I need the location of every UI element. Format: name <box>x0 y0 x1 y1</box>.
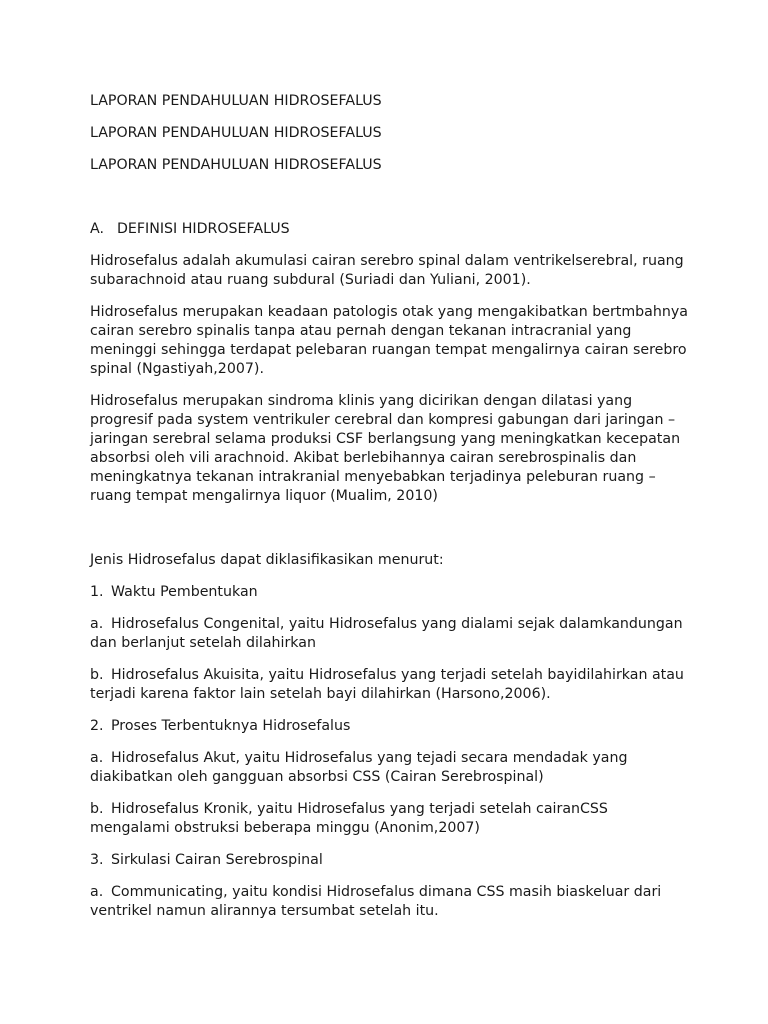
item-number: 3. <box>90 852 104 868</box>
subitem-text: Hidrosefalus Akut, yaitu Hidrosefalus yang tejadi secara mendadak yang <box>111 750 628 766</box>
paragraph-line: cairan serebro spinalis tanpa atau pernah dengan tekanan intracranial yang <box>90 323 632 339</box>
subitem-marker: a. <box>90 884 104 900</box>
classification-subitem <box>90 615 690 653</box>
subitem-text: Communicating, yaitu kondisi Hidrosefalus dimana CSS masih biaskeluar dari <box>111 884 662 900</box>
subitem-text: Hidrosefalus Congenital, yaitu Hidrosefalus yang dialami sejak dalamkandungan <box>111 616 683 632</box>
document-title: LAPORAN PENDAHULUAN HIDROSEFALUS <box>90 157 382 173</box>
subitem-line: terjadi karena faktor lain setelah bayi dilahirkan (Harsono,2006). <box>90 686 551 702</box>
document-title: LAPORAN PENDAHULUAN HIDROSEFALUS <box>90 125 382 141</box>
subitem-line: ventrikel namun alirannya tersumbat setelah itu. <box>90 903 439 919</box>
paragraph-line: Hidrosefalus adalah akumulasi cairan serebro spinal dalam ventrikelserebral, ruang <box>90 253 684 269</box>
classification-intro: Jenis Hidrosefalus dapat diklasifikasikan menurut: <box>90 552 444 568</box>
subitem-marker: a. <box>90 750 104 766</box>
subitem-marker: b. <box>90 801 104 817</box>
item-title: Waktu Pembentukan <box>111 584 258 600</box>
section-heading <box>90 220 690 239</box>
classification-item <box>90 583 690 602</box>
subitem-text: Hidrosefalus Kronik, yaitu Hidrosefalus yang terjadi setelah cairanCSS <box>111 801 608 817</box>
classification-subitem <box>90 749 690 787</box>
section-heading-text: DEFINISI HIDROSEFALUS <box>117 221 290 237</box>
document-title: LAPORAN PENDAHULUAN HIDROSEFALUS <box>90 93 382 109</box>
classification-subitem <box>90 800 690 838</box>
subitem-line <box>90 883 690 902</box>
paragraph-line: meningkatnya tekanan intrakranial menyebabkan terjadinya peleburan ruang – <box>90 469 656 485</box>
subitem-line: diakibatkan oleh gangguan absorbsi CSS (Cairan Serebrospinal) <box>90 769 544 785</box>
subitem-text: Hidrosefalus Akuisita, yaitu Hidrosefalus yang terjadi setelah bayidilahirkan atau <box>111 667 684 683</box>
definition-paragraph <box>90 252 690 290</box>
paragraph-line: ruang tempat mengalirnya liquor (Mualim, 2010) <box>90 488 438 504</box>
definition-paragraph <box>90 392 690 506</box>
paragraph-line: absorbsi oleh vili arachnoid. Akibat berlebihannya cairan serebrospinalis dan <box>90 450 637 466</box>
subitem-line <box>90 615 690 634</box>
classification-item <box>90 717 690 736</box>
item-title: Sirkulasi Cairan Serebrospinal <box>111 852 323 868</box>
classification-subitem <box>90 666 690 704</box>
classification-subitem <box>90 883 690 921</box>
paragraph-line: subarachnoid atau ruang subdural (Suriadi dan Yuliani, 2001). <box>90 272 531 288</box>
paragraph-line: spinal (Ngastiyah,2007). <box>90 361 264 377</box>
classification-item <box>90 851 690 870</box>
subitem-line <box>90 800 690 819</box>
subitem-line: mengalami obstruksi beberapa minggu (Anonim,2007) <box>90 820 480 836</box>
item-number: 1. <box>90 584 104 600</box>
document-body <box>90 92 690 934</box>
subitem-marker: a. <box>90 616 104 632</box>
paragraph-line: progresif pada system ventrikuler cerebral dan kompresi gabungan dari jaringan – <box>90 412 676 428</box>
subitem-marker: b. <box>90 667 104 683</box>
paragraph-line: jaringan serebral selama produksi CSF berlangsung yang meningkatkan kecepatan <box>90 431 681 447</box>
subitem-line <box>90 749 690 768</box>
item-title: Proses Terbentuknya Hidrosefalus <box>111 718 351 734</box>
section-marker: A. <box>90 221 104 237</box>
paragraph-line: Hidrosefalus merupakan sindroma klinis yang dicirikan dengan dilatasi yang <box>90 393 633 409</box>
subitem-line: dan berlanjut setelah dilahirkan <box>90 635 316 651</box>
subitem-line <box>90 666 690 685</box>
definition-paragraph <box>90 303 690 379</box>
paragraph-line: Hidrosefalus merupakan keadaan patologis otak yang mengakibatkan bertmbahnya <box>90 304 688 320</box>
paragraph-line: meninggi sehingga terdapat pelebaran ruangan tempat mengalirnya cairan serebro <box>90 342 687 358</box>
item-number: 2. <box>90 718 104 734</box>
